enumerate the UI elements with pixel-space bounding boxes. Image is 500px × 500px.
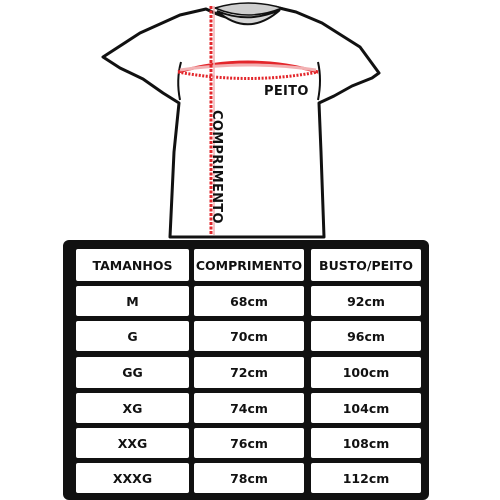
length-cell: 68cm [194, 286, 304, 316]
size-cell: GG [76, 357, 189, 388]
table-header-row [63, 249, 429, 281]
comprimento-label: COMPRIMENTO [209, 110, 224, 224]
peito-label: PEITO [264, 84, 309, 99]
chest-cell: 92cm [311, 286, 421, 316]
tshirt-outline [103, 7, 379, 237]
tshirt-diagram [0, 0, 500, 245]
chest-cell: 104cm [311, 393, 421, 423]
length-cell: 74cm [194, 393, 304, 423]
header-busto-peito: BUSTO/PEITO [311, 249, 421, 281]
chest-cell: 100cm [311, 357, 421, 388]
length-cell: 78cm [194, 463, 304, 493]
size-cell: M [76, 286, 189, 316]
size-cell: XXG [76, 428, 189, 458]
length-cell: 72cm [194, 357, 304, 388]
size-cell: XXXG [76, 463, 189, 493]
chest-cell: 96cm [311, 321, 421, 351]
chest-cell: 108cm [311, 428, 421, 458]
size-cell: G [76, 321, 189, 351]
length-cell: 76cm [194, 428, 304, 458]
size-cell: XG [76, 393, 189, 423]
header-comprimento: COMPRIMENTO [194, 249, 304, 281]
chest-cell: 112cm [311, 463, 421, 493]
length-cell: 70cm [194, 321, 304, 351]
header-tamanhos: TAMANHOS [76, 249, 189, 281]
size-table [63, 240, 429, 500]
